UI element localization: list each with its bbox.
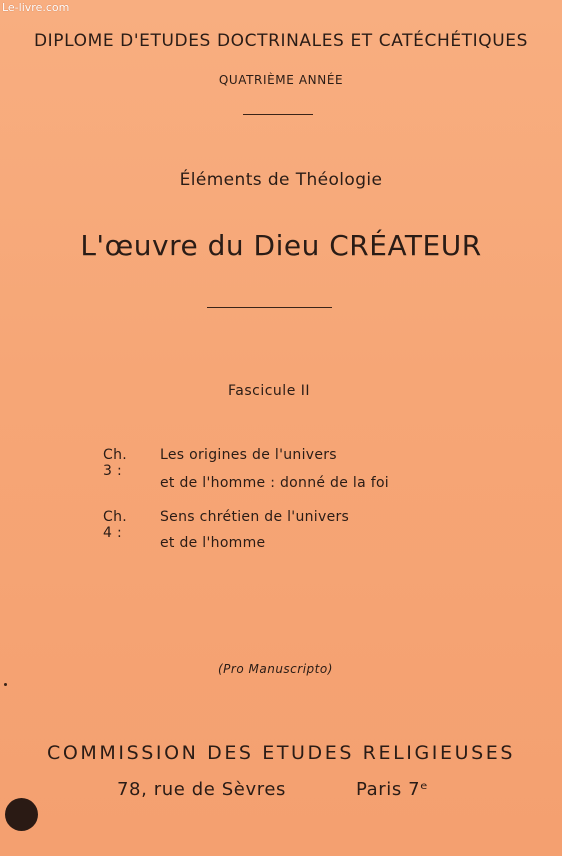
- divider-top: [243, 114, 313, 115]
- subtitle: Éléments de Théologie: [179, 170, 383, 190]
- diploma-heading: DIPLOME D'ETUDES DOCTRINALES ET CATÉCHÉTIQUES: [33, 31, 529, 51]
- publisher-city: Paris 7ᵉ: [356, 779, 429, 800]
- ink-speck: [4, 683, 7, 686]
- divider-middle: [207, 307, 332, 308]
- pro-manuscripto-note: (Pro Manuscripto): [218, 662, 333, 676]
- binding-hole: [5, 798, 38, 831]
- toc-chapter-title: et de l'homme : donné de la foi: [160, 475, 389, 491]
- publisher-address: 78, rue de Sèvres: [117, 779, 286, 800]
- page-title: L'œuvre du Dieu CRÉATEUR: [80, 229, 482, 262]
- toc-chapter-title: Sens chrétien de l'univers: [160, 509, 350, 525]
- toc-chapter-number: Ch. 3 :: [103, 447, 127, 479]
- toc-chapter-title: et de l'homme: [160, 535, 266, 551]
- watermark: Le-livre.com: [2, 1, 70, 14]
- publisher-name: COMMISSION DES ETUDES RELIGIEUSES: [46, 742, 516, 764]
- fascicule-label: Fascicule II: [228, 383, 311, 399]
- toc-chapter-number: Ch. 4 :: [103, 509, 127, 541]
- year-heading: QUATRIÈME ANNÉE: [218, 73, 344, 87]
- toc-chapter-title: Les origines de l'univers: [160, 447, 337, 463]
